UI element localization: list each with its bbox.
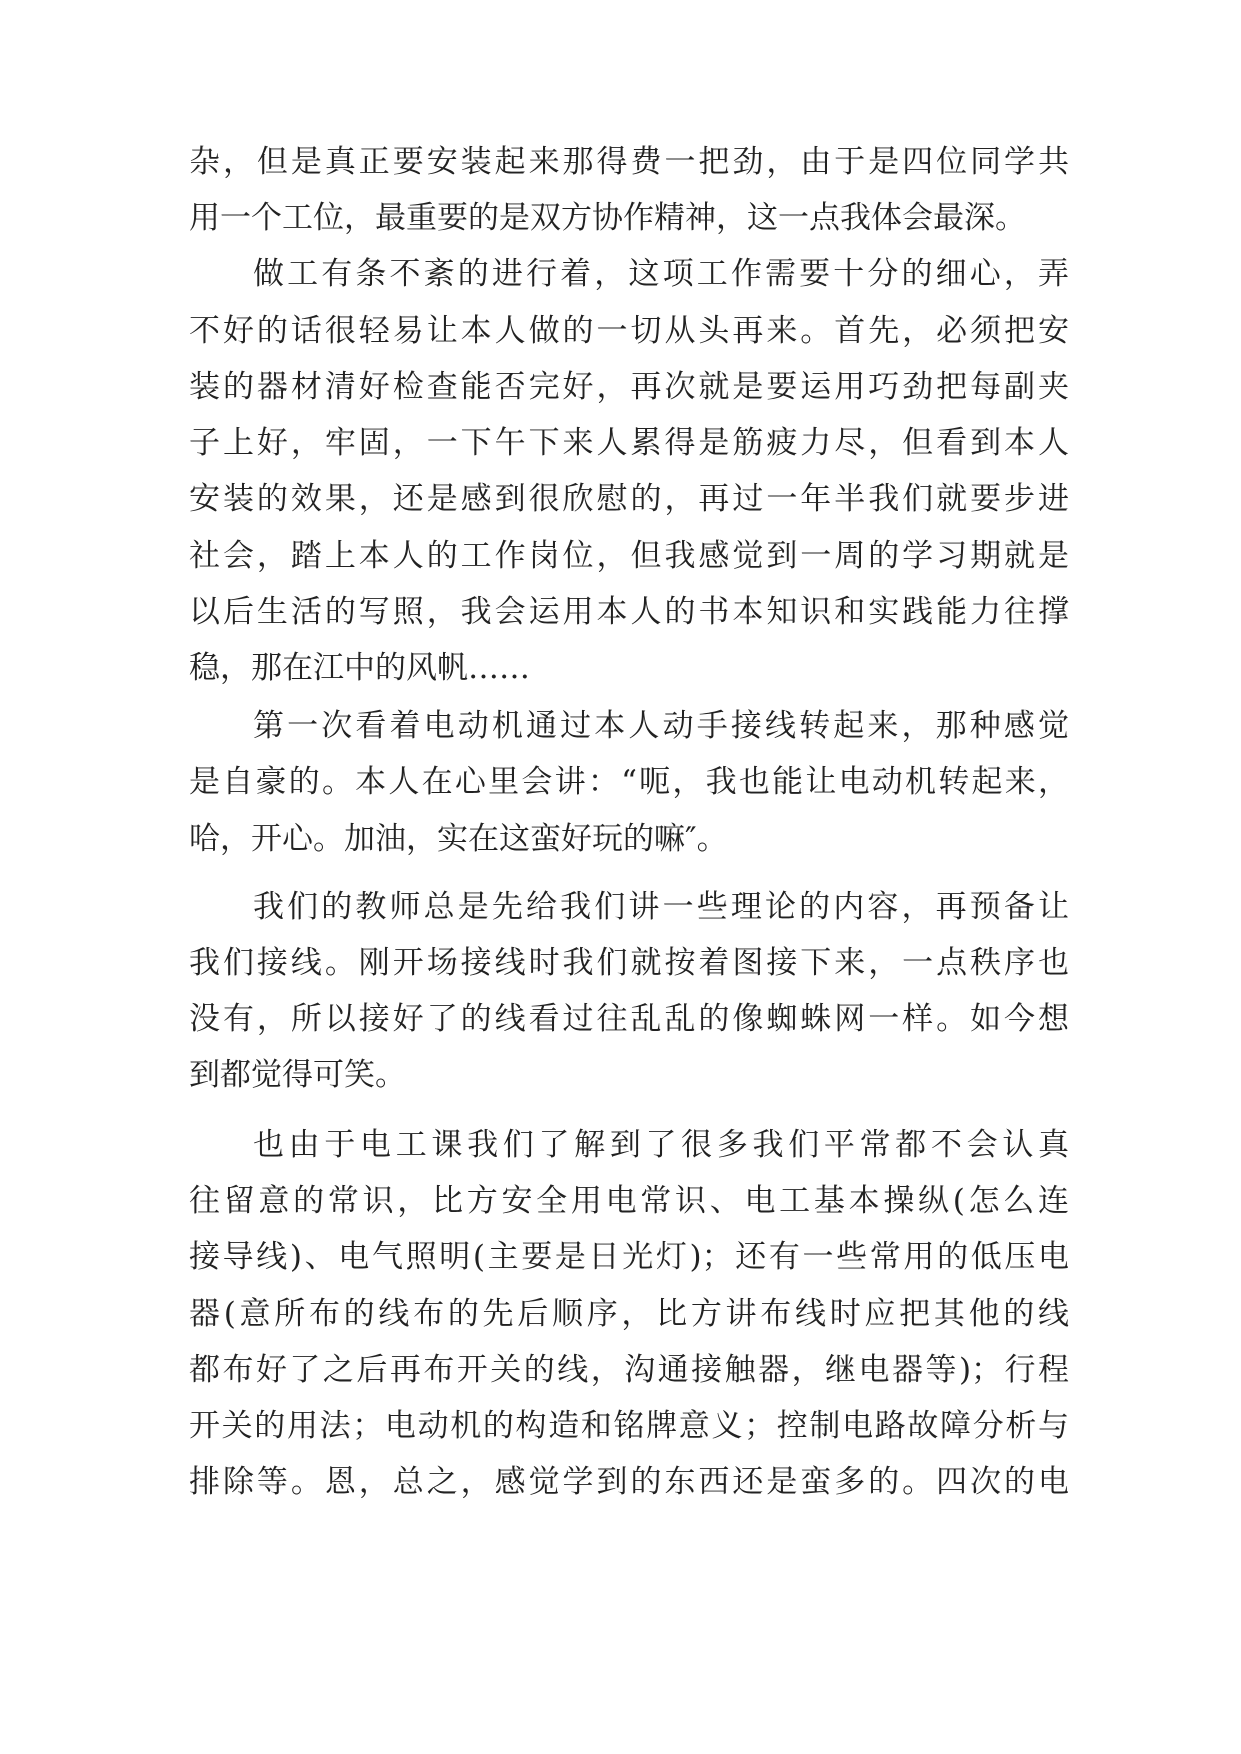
text-line: 接导线)、电气照明(主要是日光灯)；还有一些常用的低压电 xyxy=(189,1239,1069,1275)
text-line: 往留意的常识，比方安全用电常识、电工基本操纵(怎么连 xyxy=(189,1183,1069,1219)
text-line: 不好的话很轻易让本人做的一切从头再来。首先，必须把安 xyxy=(189,313,1069,349)
text-line: 装的器材清好检查能否完好，再次就是要运用巧劲把每副夹 xyxy=(189,369,1069,405)
paragraph-first-line: 也由于电工课我们了解到了很多我们平常都不会认真 xyxy=(253,1127,1069,1163)
text-line: 用一个工位，最重要的是双方协作精神，这一点我体会最深。 xyxy=(189,200,1026,236)
paragraph-first-line: 我们的教师总是先给我们讲一些理论的内容，再预备让 xyxy=(253,889,1069,925)
text-line: 子上好，牢固，一下午下来人累得是筋疲力尽，但看到本人 xyxy=(189,425,1069,461)
text-line: 我们接线。刚开场接线时我们就按着图接下来，一点秩序也 xyxy=(189,945,1069,981)
text-line: 器(意所布的线布的先后顺序，比方讲布线时应把其他的线 xyxy=(189,1296,1069,1332)
paragraph-first-line: 做工有条不紊的进行着，这项工作需要十分的细心，弄 xyxy=(253,256,1069,292)
text-line: 排除等。恩，总之，感觉学到的东西还是蛮多的。四次的电 xyxy=(189,1464,1069,1500)
text-line: 以后生活的写照，我会运用本人的书本知识和实践能力往撑 xyxy=(189,594,1069,630)
text-line: 是自豪的。本人在心里会讲：“呃，我也能让电动机转起来， xyxy=(189,764,1069,800)
text-line: 安装的效果，还是感到很欣慰的，再过一年半我们就要步进 xyxy=(189,481,1069,517)
text-line: 都布好了之后再布开关的线，沟通接触器，继电器等)；行程 xyxy=(189,1352,1069,1388)
paragraph-first-line: 第一次看着电动机通过本人动手接线转起来，那种感觉 xyxy=(253,708,1069,744)
text-line: 杂，但是真正要安装起来那得费一把劲，由于是四位同学共 xyxy=(189,144,1069,180)
text-line: 没有，所以接好了的线看过往乱乱的像蜘蛛网一样。如今想 xyxy=(189,1001,1069,1037)
text-line: 稳，那在江中的风帆…… xyxy=(189,650,530,686)
text-line: 开关的用法；电动机的构造和铭牌意义；控制电路故障分析与 xyxy=(189,1408,1069,1444)
text-line: 社会，踏上本人的工作岗位，但我感觉到一周的学习期就是 xyxy=(189,538,1069,574)
text-line: 哈，开心。加油，实在这蛮好玩的嘛″。 xyxy=(189,821,728,857)
text-line: 到都觉得可笑。 xyxy=(189,1057,406,1093)
